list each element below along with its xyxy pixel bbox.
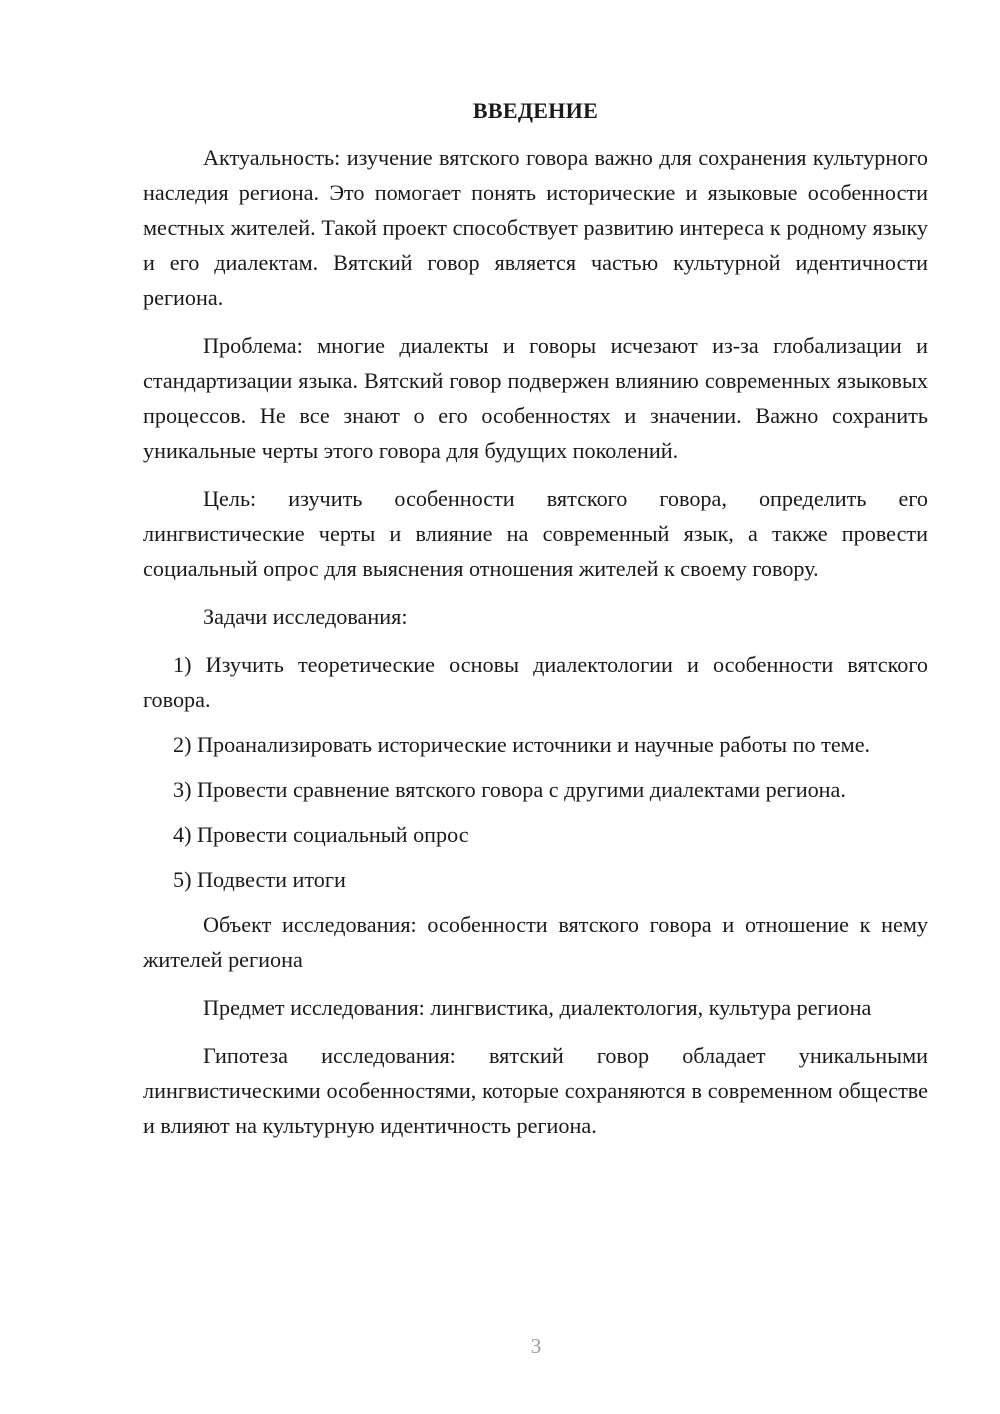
page-title: ВВЕДЕНИЕ	[472, 98, 599, 123]
page-content	[143, 96, 928, 1156]
page-number: 3	[530, 1334, 542, 1358]
paragraph-hypothesis: Гипотеза исследования: вятский говор обладает уникальными лингвистическими особенностями, которые сохраняются в современном обществе и влияют на культурную идентичность региона.	[143, 1043, 928, 1138]
paragraph-subject: Предмет исследования: лингвистика, диалектология, культура региона	[203, 995, 872, 1020]
paragraph-tasks-heading: Задачи исследования:	[203, 604, 408, 629]
paragraph-relevance: Актуальность: изучение вятского говора важно для сохранения культурного наследия региона. Это помогает понять исторические и языковые особенности местных жителей. Такой проект способствует развитию интереса к родному языку и его диалектам. Вятский говор является частью культурной идентичности региона.	[143, 145, 928, 310]
paragraph-problem: Проблема: многие диалекты и говоры исчезают из-за глобализации и стандартизации языка. Вятский говор подвержен влиянию современных языковых процессов. Не все знают о его особенностях и значении. Важно сохранить уникальные черты этого говора для будущих поколений.	[143, 333, 928, 463]
task-item-4: 4) Провести социальный опрос	[173, 822, 469, 847]
task-item-1: 1) Изучить теоретические основы диалектологии и особенности вятского говора.	[143, 652, 928, 712]
task-item-5: 5) Подвести итоги	[173, 867, 346, 892]
paragraph-goal: Цель: изучить особенности вятского говора, определить его лингвистические черты и влияние на современный язык, а также провести социальный опрос для выяснения отношения жителей к своему говору.	[143, 486, 928, 581]
paragraph-object: Объект исследования: особенности вятского говора и отношение к нему жителей региона	[143, 912, 928, 972]
task-item-3: 3) Провести сравнение вятского говора с другими диалектами региона.	[173, 777, 846, 802]
task-item-2: 2) Проанализировать исторические источники и научные работы по теме.	[173, 732, 871, 757]
